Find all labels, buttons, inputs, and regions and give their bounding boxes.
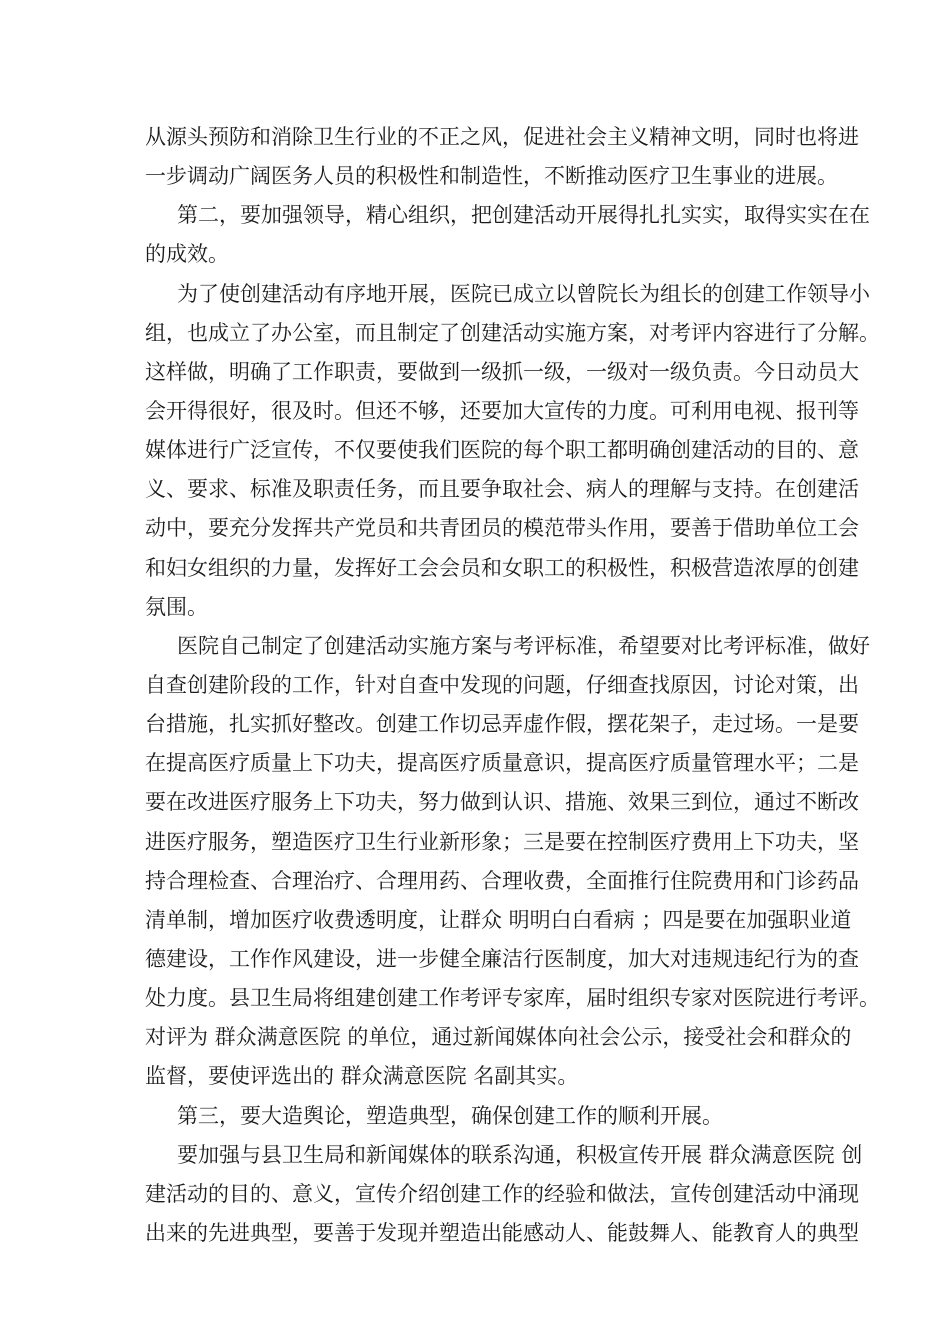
text-line: 第二，要加强领导，精心组织，把创建活动开展得扎扎实实，取得实实在在 — [177, 203, 870, 228]
text-line: 动中，要充分发挥共产党员和共青团员的模范带头作用，要善于借助单位工会 — [145, 516, 859, 541]
text-line: 清单制，增加医疗收费透明度，让群众 明明白白看病 ；四是要在加强职业道 — [145, 907, 852, 932]
text-line: 出来的先进典型，要善于发现并塑造出能感动人、能鼓舞人、能教育人的典型 — [145, 1220, 859, 1245]
text-line: 的成效。 — [145, 242, 229, 267]
text-line: 对评为 群众满意医院 的单位，通过新闻媒体向社会公示，接受社会和群众的 — [145, 1025, 852, 1050]
text-line: 为了使创建活动有序地开展，医院已成立以曾院长为组长的创建工作领导小 — [177, 281, 870, 306]
text-line: 氛围。 — [145, 594, 208, 619]
text-line: 这样做，明确了工作职责，要做到一级抓一级，一级对一级负责。今日动员大 — [145, 359, 859, 384]
text-line: 第三，要大造舆论，塑造典型，确保创建工作的顺利开展。 — [177, 1103, 723, 1128]
text-line: 在提高医疗质量上下功夫，提高医疗质量意识，提高医疗质量管理水平；二是 — [145, 751, 859, 776]
text-line: 义、要求、标准及职责任务，而且要争取社会、病人的理解与支持。在创建活 — [145, 477, 859, 502]
text-line: 媒体进行广泛宣传，不仅要使我们医院的每个职工都明确创建活动的目的、意 — [145, 438, 859, 463]
text-line: 组，也成立了办公室，而且制定了创建活动实施方案，对考评内容进行了分解。 — [145, 320, 880, 345]
text-line: 台措施，扎实抓好整改。创建工作切忌弄虚作假，摆花架子，走过场。一是要 — [145, 712, 859, 737]
text-line: 要在改进医疗服务上下功夫，努力做到认识、措施、效果三到位，通过不断改 — [145, 790, 859, 815]
text-line: 自查创建阶段的工作，针对自查中发现的问题，仔细查找原因，讨论对策，出 — [145, 672, 859, 697]
text-line: 监督，要使评选出的 群众满意医院 名副其实。 — [145, 1064, 579, 1089]
text-line: 进医疗服务，塑造医疗卫生行业新形象；三是要在控制医疗费用上下功夫，坚 — [145, 829, 859, 854]
text-line: 德建设，工作作风建设，进一步健全廉洁行医制度，加大对违规违纪行为的查 — [145, 946, 859, 971]
document-page — [145, 118, 880, 1253]
text-line: 处力度。县卫生局将组建创建工作考评专家库，届时组织专家对医院进行考评。 — [145, 986, 880, 1011]
text-line: 医院自己制定了创建活动实施方案与考评标准，希望要对比考评标准，做好 — [177, 633, 870, 658]
text-line: 和妇女组织的力量，发挥好工会会员和女职工的积极性，积极营造浓厚的创建 — [145, 555, 859, 580]
text-line: 持合理检查、合理治疗、合理用药、合理收费，全面推行住院费用和门诊药品 — [145, 868, 859, 893]
text-line: 要加强与县卫生局和新闻媒体的联系沟通，积极宣传开展 群众满意医院 创 — [177, 1142, 863, 1167]
text-line: 一步调动广阔医务人员的积极性和制造性，不断推动医疗卫生事业的进展。 — [145, 164, 838, 189]
text-line: 会开得很好，很及时。但还不够，还要加大宣传的力度。可利用电视、报刊等 — [145, 398, 859, 423]
text-line: 建活动的目的、意义，宣传介绍创建工作的经验和做法，宣传创建活动中涌现 — [145, 1181, 859, 1206]
text-line: 从源头预防和消除卫生行业的不正之风，促进社会主义精神文明，同时也将进 — [145, 125, 859, 149]
